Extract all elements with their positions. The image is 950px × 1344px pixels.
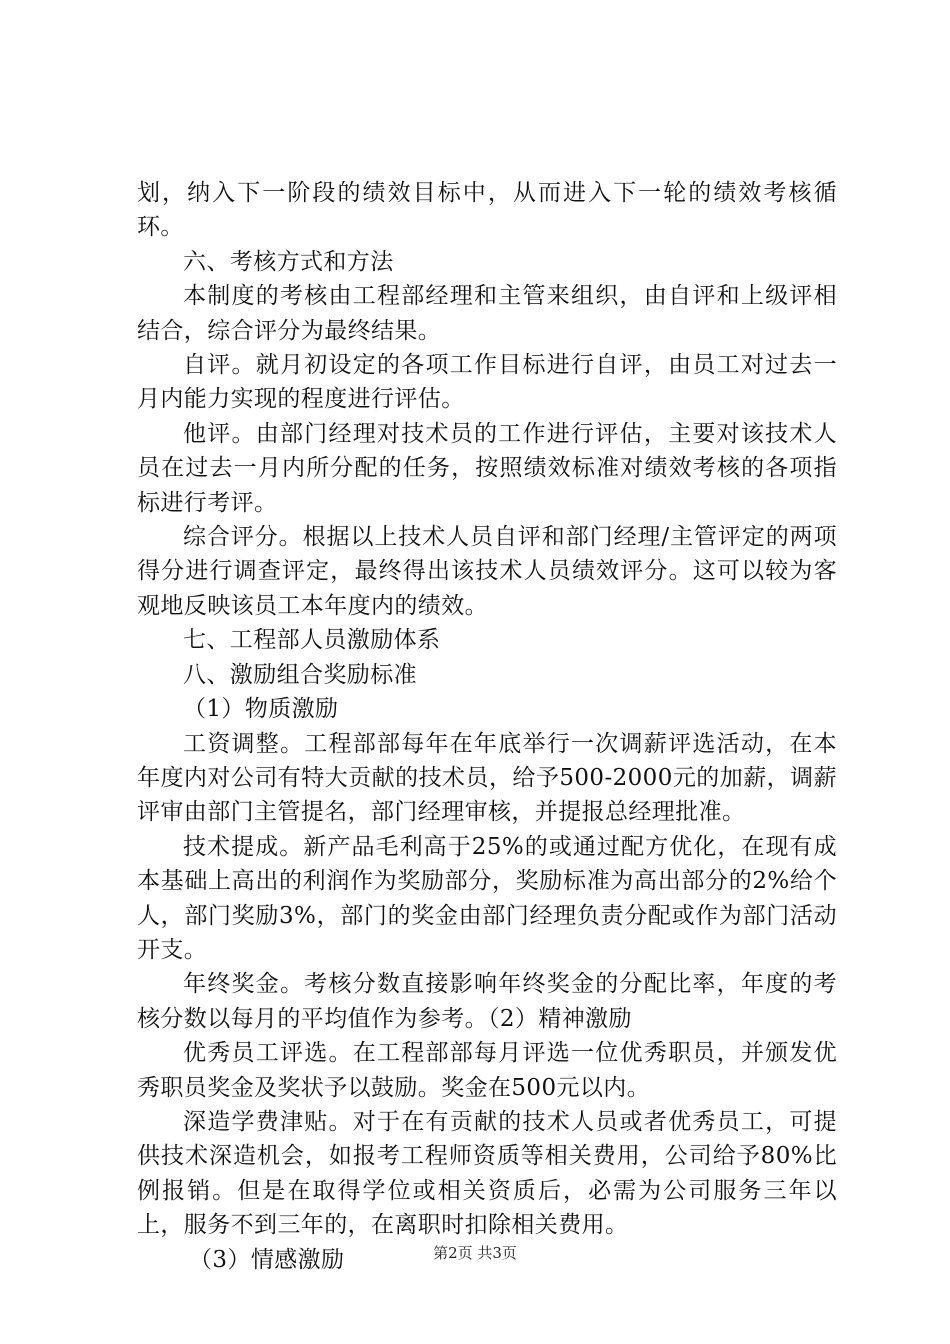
paragraph-outstanding-employee: 优秀员工评选。在工程部部每月评选一位优秀职员，并颁发优秀职员奖金及奖状予以鼓励。奖金在500元以内。 <box>137 1040 837 1101</box>
section-heading-incentive-system: 七、工程部人员激励体系 <box>183 627 441 654</box>
paragraph-manager-evaluation: 他评。由部门经理对技术员的工作进行评估，主要对该技术人员在过去一月内所分配的任务，按照绩效标准对绩效考核的各项指标进行考评。 <box>137 420 837 516</box>
paragraph-salary-adjustment: 工资调整。工程部部每年在年底举行一次调薪评选活动，在本年度内对公司有特大贡献的技术员，给予500-2000元的加薪，调薪评审由部门主管提名，部门经理审核，并提报总经理批准。 <box>137 730 837 826</box>
paragraph-self-evaluation: 自评。就月初设定的各项工作目标进行自评，由员工对过去一月内能力实现的程度进行评估。 <box>137 352 837 413</box>
paragraph-continuation: 划，纳入下一阶段的绩效目标中，从而进入下一轮的绩效考核循环。 <box>137 180 837 241</box>
page-number-footer: 第2页 共3页 <box>433 1244 517 1262</box>
section-heading-reward-standards: 八、激励组合奖励标准 <box>183 661 417 688</box>
subheading-emotional-incentive: （3）情感激励 <box>189 1246 345 1273</box>
paragraph-year-end-bonus: 年终奖金。考核分数直接影响年终奖金的分配比率，年度的考核分数以每月的平均值作为参考。（2）精神激励 <box>137 971 837 1032</box>
paragraph-overall-score: 综合评分。根据以上技术人员自评和部门经理/主管评定的两项得分进行调查评定，最终得出该技术人员绩效评分。这可以较为客观地反映该员工本年度内的绩效。 <box>137 524 837 619</box>
paragraph-tuition-allowance: 深造学费津贴。对于在有贡献的技术人员或者优秀员工，可提供技术深造机会，如报考工程师资质等相关费用，公司给予80%比例报销。但是在取得学位或相关资质后，必需为公司服务三年以上，服务不到三年的，在离职时扣除相关费用。 <box>137 1108 837 1239</box>
section-heading-assessment-methods: 六、考核方式和方法 <box>183 248 394 275</box>
subheading-material-incentive: （1）物质激励 <box>183 696 339 723</box>
document-body <box>137 176 837 1277</box>
paragraph-technical-commission: 技术提成。新产品毛利高于25%的或通过配方优化，在现有成本基础上高出的利润作为奖励部分，奖励标准为高出部分的2%给个人，部门奖励3%，部门的奖金由部门经理负责分配或作为部门活动开支。 <box>137 833 837 963</box>
paragraph-assessment-organization: 本制度的考核由工程部经理和主管来组织，由自评和上级评相结合，综合评分为最终结果。 <box>137 283 837 344</box>
